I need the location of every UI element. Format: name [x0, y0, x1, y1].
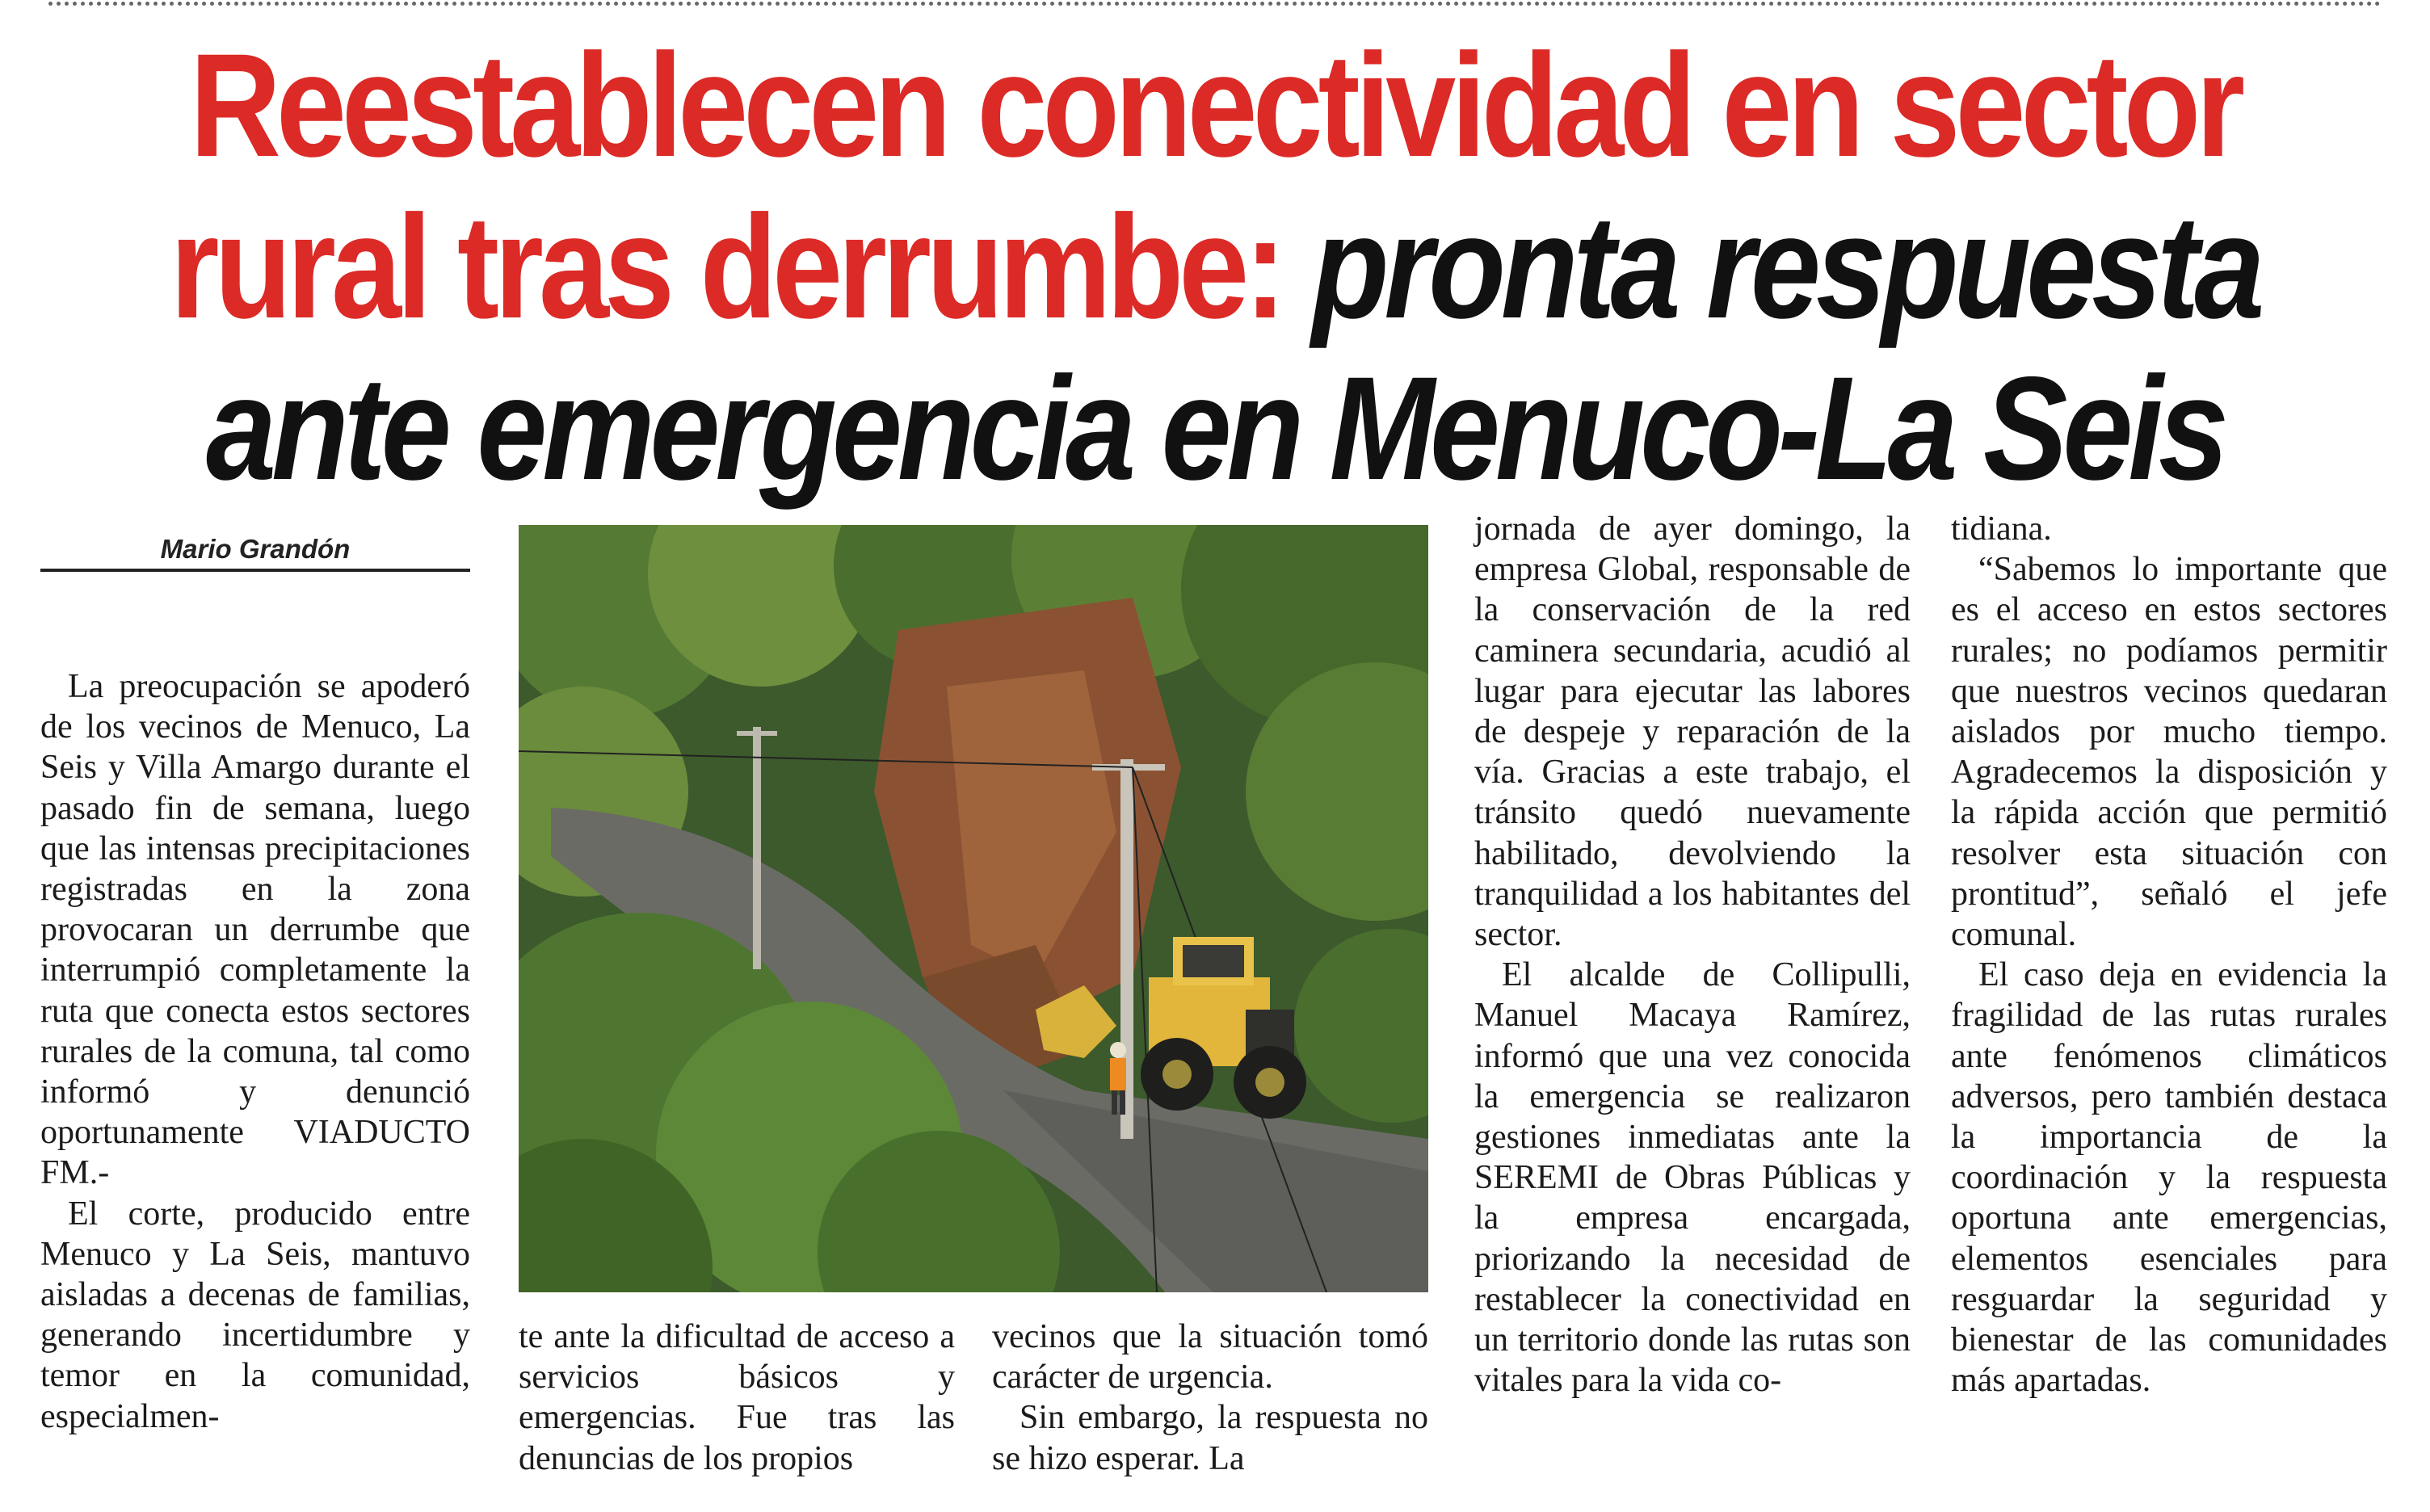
paragraph: La preocupación se apoderó de los vecinos de Menuco, La Seis y Villa Amargo durante el pasado fin de semana, luego que las intensas precipitaciones registradas en la zona provocaran un derrumbe que interrumpió completamente la ruta que conecta estos sectores rurales de la comuna, tal como informó y denunció oportunamente VIADUCTO FM.-: [40, 668, 470, 1192]
paragraph: El caso deja en evidencia la fragilidad de las rutas rurales ante fenómenos climáticos adversos, pero también destaca la importancia de la coordinación y la respuesta oportuna ante emergencias, elementos esenciales para resguardar la seguridad y bienestar de las comunidades más apartadas.: [1951, 956, 2387, 1400]
paragraph: “Sabemos lo importante que es el acceso en estos sectores rurales; no podíamos permitir que nuestros vecinos quedaran aislados por mucho tiempo. Agradecemos la disposición y la rápida acción que permitió resolver esta situación con prontitud”, señaló el jefe comunal.: [1951, 551, 2387, 954]
paragraph: El corte, producido entre Menuco y La Seis, mantuvo aisladas a decenas de familias, generando incertidumbre y temor en la comunidad, especialmen-: [40, 1195, 470, 1435]
headline: [170, 24, 2260, 509]
article-column-5: [1951, 509, 2387, 1401]
byline-rule: [40, 569, 470, 572]
photo-illustration: [519, 525, 1428, 1292]
article-column-4: [1474, 509, 1911, 1401]
article-column-1: [40, 666, 470, 1437]
landslide-road-photo: [519, 525, 1428, 1292]
byline: Mario Grandón: [160, 534, 351, 564]
paragraph: jornada de ayer domingo, la empresa Global, responsable de la conservación de la red caminera secundaria, acudió al lugar para ejecutar las labores de despeje y reparación de la vía. Gracias a este trabajo, el tránsito quedó nuevamente habilitado, devolviendo la tranquilidad a los habitantes del sector.: [1474, 510, 1911, 954]
article-column-2: [519, 1317, 955, 1479]
article-column-3: [992, 1317, 1428, 1479]
paragraph: vecinos que la situación tomó carácter de urgencia.: [992, 1318, 1428, 1396]
paragraph: te ante la dificultad de acceso a servicios básicos y emergencias. Fue tras las denuncias de los propios: [519, 1318, 955, 1477]
paragraph: El alcalde de Collipulli, Manuel Macaya Ramírez, informó que una vez conocida la emergencia se realizaron gestiones inmediatas ante la SEREMI de Obras Públicas y la empresa encargada, priorizando la necesidad de restablecer la conectividad en un territorio donde las rutas son vitales para la vida co-: [1474, 956, 1911, 1400]
paragraph: tidiana.: [1951, 510, 2052, 548]
paragraph: Sin embargo, la respuesta no se hizo esperar. La: [992, 1399, 1428, 1477]
headline-italic-part: pronta respuesta ante emergencia en Menuco-La Seis: [206, 184, 2260, 510]
headline-red-part: Reestablecen conectividad en sector rural tras derrumbe:: [170, 23, 2241, 349]
top-dotted-rule: [48, 2, 2382, 6]
